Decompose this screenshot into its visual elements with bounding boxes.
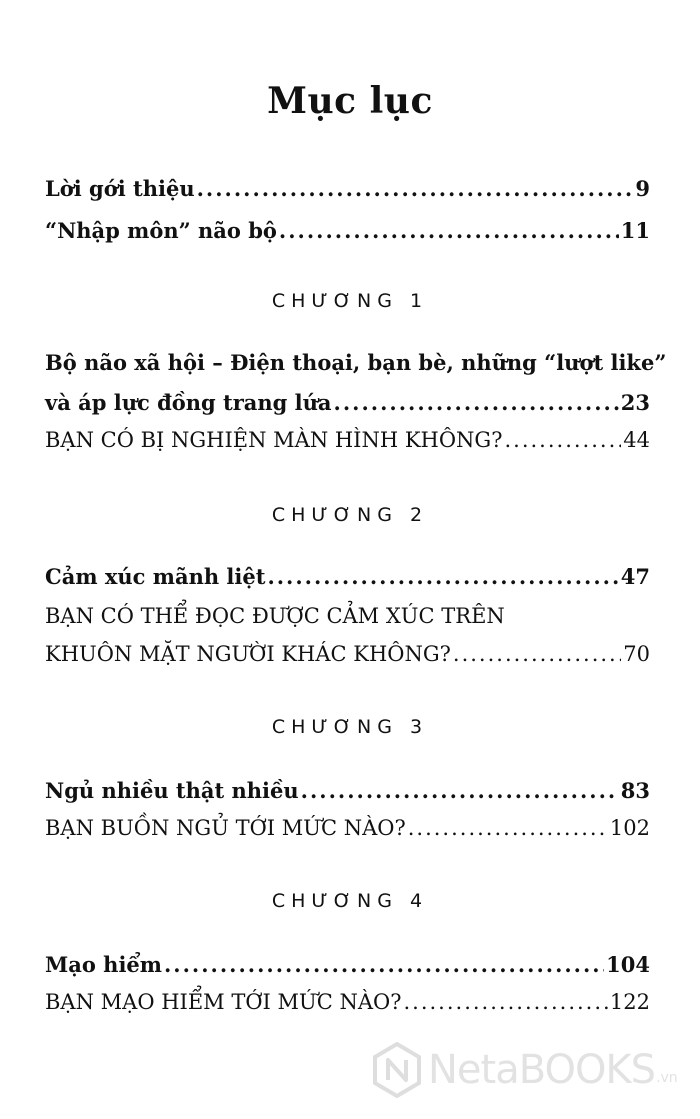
toc-entry-quiz-3[interactable]: [45, 816, 650, 852]
toc-entry-brain-intro[interactable]: [45, 218, 650, 254]
toc-entry-intro[interactable]: [45, 176, 650, 212]
toc-page-number: 47: [620, 564, 650, 589]
toc-page-number: 122: [609, 990, 650, 1014]
dot-leader: [279, 218, 619, 243]
toc-entry-chapter-2[interactable]: [45, 564, 650, 600]
toc-entry-chapter-4[interactable]: [45, 952, 650, 988]
toc-entry-label: Cảm xúc mãnh liệt: [45, 564, 266, 589]
toc-page-number: 70: [623, 642, 650, 666]
toc-page-number: 44: [623, 428, 650, 452]
toc-page-number: 23: [620, 390, 650, 415]
toc-page-number: 83: [620, 778, 650, 803]
dot-leader: [301, 778, 619, 803]
toc-entry-label: KHUÔN MẶT NGƯỜI KHÁC KHÔNG?: [45, 642, 451, 666]
watermark-text: NetaBOOKS: [428, 1047, 656, 1093]
toc-entry-label-line1: BẠN CÓ THỂ ĐỌC ĐƯỢC CẢM XÚC TRÊN: [45, 604, 505, 628]
dot-leader: [504, 428, 621, 452]
dot-leader: [408, 816, 608, 840]
chapter-heading-4: CHƯƠNG 4: [271, 890, 429, 912]
toc-entry-label: Mạo hiểm: [45, 952, 162, 977]
toc-entry-chapter-1[interactable]: [45, 390, 650, 426]
chapter-heading-2: CHƯƠNG 2: [271, 504, 429, 526]
toc-entry-label-line1: Bộ não xã hội – Điện thoại, bạn bè, những “lượt like”: [45, 350, 667, 375]
toc-entry-quiz-2[interactable]: [45, 642, 650, 678]
toc-entry-quiz-4[interactable]: [45, 990, 650, 1026]
toc-page-number: 11: [620, 218, 650, 243]
toc-entry-label: BẠN CÓ BỊ NGHIỆN MÀN HÌNH KHÔNG?: [45, 428, 503, 452]
watermark: [372, 1040, 692, 1100]
toc-entry-label: “Nhập môn” não bộ: [45, 218, 277, 243]
toc-entry-label: Ngủ nhiều thật nhiều: [45, 778, 299, 803]
watermark-suffix: .vn: [656, 1070, 678, 1086]
toc-entry-label: Lời gới thiệu: [45, 176, 195, 201]
dot-leader: [334, 390, 619, 415]
dot-leader: [453, 642, 621, 666]
dot-leader: [267, 564, 618, 589]
page-title: Mục lục: [267, 80, 433, 122]
dot-leader: [164, 952, 604, 977]
chapter-heading-1: CHƯƠNG 1: [271, 290, 429, 312]
dot-leader: [197, 176, 634, 201]
dot-leader: [403, 990, 607, 1014]
netabooks-logo-icon: [372, 1042, 422, 1098]
toc-entry-chapter-3[interactable]: [45, 778, 650, 814]
toc-page-number: 104: [606, 952, 650, 977]
toc-entry-label: BẠN MẠO HIỂM TỚI MỨC NÀO?: [45, 990, 402, 1014]
toc-entry-label: và áp lực đồng trang lứa: [45, 390, 332, 415]
toc-page-number: 9: [635, 176, 650, 201]
toc-entry-label: BẠN BUỒN NGỦ TỚI MỨC NÀO?: [45, 816, 406, 840]
toc-entry-quiz-1[interactable]: [45, 428, 650, 464]
chapter-heading-3: CHƯƠNG 3: [271, 716, 429, 738]
toc-page-number: 102: [609, 816, 650, 840]
